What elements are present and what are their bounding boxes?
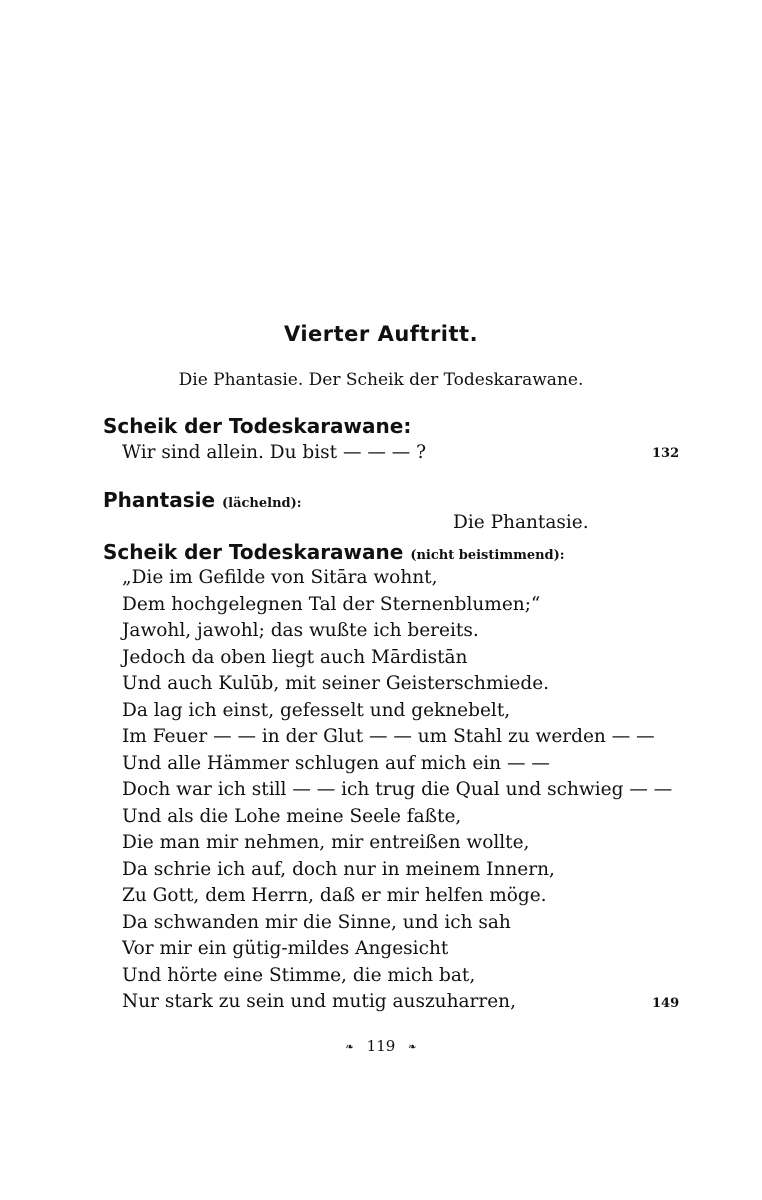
verse-line: Zu Gott, dem Herrn, daß er mir helfen möge. — [122, 885, 547, 906]
verse-line: Dem hochgelegnen Tal der Sternenblumen;“ — [122, 594, 541, 615]
verse-line: Und auch Kulūb, mit seiner Geisterschmiede. — [122, 673, 550, 694]
dramatis-personae: Die Phantasie. Der Scheik der Todeskarawane. — [178, 370, 584, 390]
verse-line: Die Phantasie. — [453, 512, 589, 533]
line-number: 149 — [652, 996, 680, 1011]
ornament-right-icon: ❧ — [408, 1041, 417, 1053]
page-number: 119 — [366, 1037, 396, 1055]
line-number: 132 — [652, 446, 680, 461]
verse-line: Und hörte eine Stimme, die mich bat, — [122, 965, 476, 986]
speaker-name: Phantasie — [103, 488, 216, 512]
verse-line: Doch war ich still — — ich trug die Qual und schwieg — — — [122, 779, 673, 800]
verse-line: Im Feuer — — in der Glut — — um Stahl zu werden — — — [122, 726, 655, 747]
verse-line: Nur stark zu sein und mutig auszuharren, — [122, 991, 516, 1012]
page-footer — [0, 1037, 762, 1055]
verse-line: Jawohl, jawohl; das wußte ich bereits. — [122, 620, 479, 641]
verse-line: Da schwanden mir die Sinne, und ich sah — [122, 912, 511, 933]
speaker-scheik-2 — [103, 540, 565, 564]
verse-line: Vor mir ein gütig-mildes Angesicht — [122, 938, 449, 959]
verse-line: Und alle Hämmer schlugen auf mich ein — — — [122, 753, 550, 774]
ornament-left-icon: ❧ — [345, 1041, 354, 1053]
verse-line: „Die im Gefilde von Sitāra wohnt, — [122, 567, 438, 588]
speaker-phantasie — [103, 488, 302, 512]
speaker-name: Scheik der Todeskarawane: — [103, 414, 412, 438]
stage-direction: (lächelnd): — [221, 496, 302, 511]
stage-direction: (nicht beistimmend): — [410, 548, 565, 563]
speaker-scheik-1 — [103, 414, 411, 438]
scene-title: Vierter Auftritt. — [283, 322, 479, 346]
verse-line: Jedoch da oben liegt auch Mārdistān — [122, 647, 468, 668]
verse-line: Da lag ich einst, gefesselt und geknebelt, — [122, 700, 511, 721]
verse-line: Da schrie ich auf, doch nur in meinem Innern, — [122, 859, 555, 880]
verse-line: Die man mir nehmen, mir entreißen wollte, — [122, 832, 530, 853]
speaker-name: Scheik der Todeskarawane — [103, 540, 404, 564]
verse-line: Und als die Lohe meine Seele faßte, — [122, 806, 462, 827]
verse-line: Wir sind allein. Du bist — — — ? — [122, 442, 427, 463]
